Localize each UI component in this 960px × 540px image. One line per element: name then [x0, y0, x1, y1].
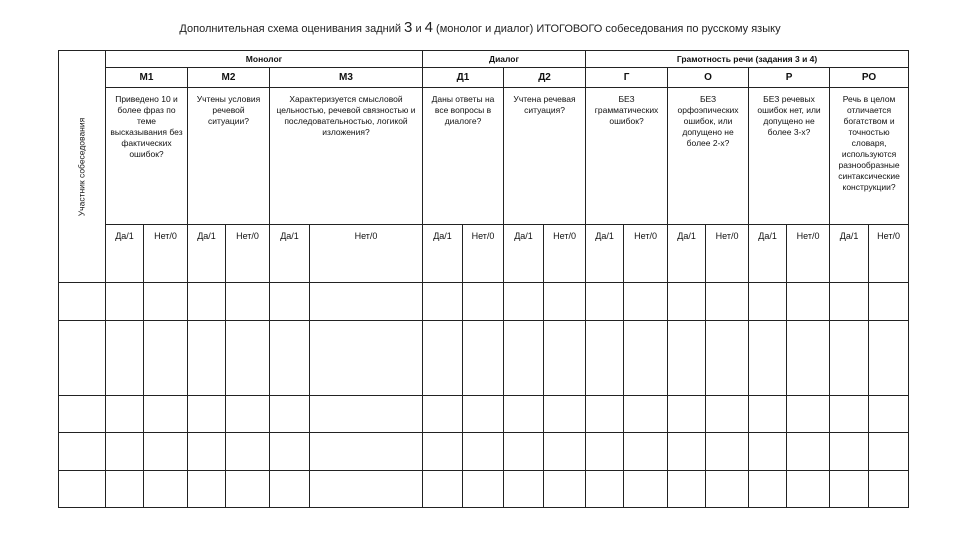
criterion-text-d1: Даны ответы на все вопросы в диалоге? [423, 88, 504, 225]
score-cell[interactable] [188, 471, 226, 508]
score-cell[interactable] [706, 471, 749, 508]
criterion-code-d1: Д1 [423, 68, 504, 88]
score-cell[interactable] [830, 283, 869, 321]
score-cell[interactable] [504, 283, 544, 321]
answer-no-m3: Нет/0 [310, 225, 423, 283]
score-cell[interactable] [869, 433, 909, 471]
score-cell[interactable] [586, 433, 624, 471]
answer-yes-r: Да/1 [749, 225, 787, 283]
criterion-text-m2: Учтены условия речевой ситуации? [188, 88, 270, 225]
score-cell[interactable] [504, 396, 544, 433]
answer-yes-d2: Да/1 [504, 225, 544, 283]
score-cell[interactable] [226, 283, 270, 321]
criterion-code-m1: М1 [106, 68, 188, 88]
participant-cell[interactable] [59, 433, 106, 471]
score-cell[interactable] [586, 471, 624, 508]
score-cell[interactable] [544, 471, 586, 508]
criterion-text-r: БЕЗ речевых ошибок нет, или допущено не более 3-х? [749, 88, 830, 225]
score-cell[interactable] [668, 433, 706, 471]
score-cell[interactable] [624, 396, 668, 433]
answer-no-d1: Нет/0 [463, 225, 504, 283]
score-cell[interactable] [144, 283, 188, 321]
score-cell[interactable] [188, 396, 226, 433]
score-cell[interactable] [270, 433, 310, 471]
score-cell[interactable] [270, 471, 310, 508]
criterion-text-d2: Учтена речевая ситуация? [504, 88, 586, 225]
table-row [59, 283, 909, 321]
answer-no-o: Нет/0 [706, 225, 749, 283]
table-row [59, 321, 909, 396]
score-cell[interactable] [624, 471, 668, 508]
score-cell[interactable] [463, 283, 504, 321]
criterion-code-d2: Д2 [504, 68, 586, 88]
page-title [0, 19, 960, 36]
score-cell[interactable] [463, 433, 504, 471]
score-cell[interactable] [869, 471, 909, 508]
score-cell[interactable] [463, 396, 504, 433]
answer-no-m1: Нет/0 [144, 225, 188, 283]
score-cell[interactable] [830, 471, 869, 508]
table-row [59, 471, 909, 508]
score-cell[interactable] [706, 283, 749, 321]
score-cell[interactable] [749, 321, 787, 396]
participant-label: Участник собеседования [76, 117, 87, 216]
answer-yes-m1: Да/1 [106, 225, 144, 283]
score-cell[interactable] [787, 321, 830, 396]
score-cell[interactable] [463, 471, 504, 508]
score-cell[interactable] [270, 283, 310, 321]
criterion-code-m2: М2 [188, 68, 270, 88]
score-cell[interactable] [270, 396, 310, 433]
criterion-code-m3: М3 [270, 68, 423, 88]
score-cell[interactable] [544, 433, 586, 471]
answer-no-ro: Нет/0 [869, 225, 909, 283]
score-cell[interactable] [830, 321, 869, 396]
criterion-code-ro: РО [830, 68, 909, 88]
score-cell[interactable] [310, 433, 423, 471]
evaluation-table [58, 50, 909, 508]
score-cell[interactable] [423, 321, 463, 396]
score-cell[interactable] [106, 396, 144, 433]
participant-cell[interactable] [59, 321, 106, 396]
answer-no-g: Нет/0 [624, 225, 668, 283]
criterion-text-ro: Речь в целом отличается богатством и точностью словаря, используются разнообразные синтаксические конструкции? [830, 88, 909, 225]
score-cell[interactable] [749, 471, 787, 508]
score-cell[interactable] [624, 321, 668, 396]
answer-yes-m3: Да/1 [270, 225, 310, 283]
answer-no-d2: Нет/0 [544, 225, 586, 283]
score-cell[interactable] [504, 471, 544, 508]
score-cell[interactable] [226, 433, 270, 471]
criterion-code-o: О [668, 68, 749, 88]
answer-yes-o: Да/1 [668, 225, 706, 283]
answer-yes-g: Да/1 [586, 225, 624, 283]
score-cell[interactable] [706, 433, 749, 471]
answer-no-m2: Нет/0 [226, 225, 270, 283]
score-cell[interactable] [106, 283, 144, 321]
score-cell[interactable] [423, 396, 463, 433]
score-cell[interactable] [624, 433, 668, 471]
title-number-3: 3 [404, 19, 413, 36]
score-cell[interactable] [310, 321, 423, 396]
score-cell[interactable] [869, 396, 909, 433]
participant-cell[interactable] [59, 283, 106, 321]
score-cell[interactable] [586, 396, 624, 433]
table-row [59, 396, 909, 433]
score-cell[interactable] [144, 433, 188, 471]
score-cell[interactable] [830, 396, 869, 433]
group-gramotnost: Грамотность речи (задания 3 и 4) [586, 51, 909, 68]
score-cell[interactable] [749, 396, 787, 433]
answer-no-r: Нет/0 [787, 225, 830, 283]
score-cell[interactable] [144, 321, 188, 396]
score-cell[interactable] [106, 471, 144, 508]
score-cell[interactable] [226, 321, 270, 396]
score-cell[interactable] [226, 396, 270, 433]
score-cell[interactable] [310, 471, 423, 508]
score-cell[interactable] [188, 283, 226, 321]
score-cell[interactable] [586, 283, 624, 321]
score-cell[interactable] [504, 433, 544, 471]
criterion-text-m1: Приведено 10 и более фраз по теме высказывания без фактических ошибок? [106, 88, 188, 225]
criterion-text-g: БЕЗ грамматических ошибок? [586, 88, 668, 225]
score-cell[interactable] [226, 471, 270, 508]
score-cell[interactable] [830, 433, 869, 471]
group-monolog: Монолог [106, 51, 423, 68]
score-cell[interactable] [504, 321, 544, 396]
title-text-3: (монолог и диалог) ИТОГОВОГО собеседования по русскому языку [433, 23, 781, 35]
participant-header [59, 51, 106, 283]
score-cell[interactable] [188, 321, 226, 396]
criterion-text-o: БЕЗ орфоэпических ошибок, или допущено не более 2-х? [668, 88, 749, 225]
group-dialog: Диалог [423, 51, 586, 68]
score-cell[interactable] [544, 283, 586, 321]
score-cell[interactable] [270, 321, 310, 396]
answer-yes-d1: Да/1 [423, 225, 463, 283]
score-cell[interactable] [787, 433, 830, 471]
score-cell[interactable] [869, 283, 909, 321]
score-cell[interactable] [624, 283, 668, 321]
answer-yes-ro: Да/1 [830, 225, 869, 283]
participant-cell[interactable] [59, 471, 106, 508]
score-cell[interactable] [544, 396, 586, 433]
title-number-4: 4 [424, 19, 433, 36]
score-cell[interactable] [423, 471, 463, 508]
score-cell[interactable] [188, 433, 226, 471]
score-cell[interactable] [869, 321, 909, 396]
score-cell[interactable] [668, 471, 706, 508]
score-cell[interactable] [706, 396, 749, 433]
score-cell[interactable] [310, 396, 423, 433]
score-cell[interactable] [787, 396, 830, 433]
score-cell[interactable] [106, 433, 144, 471]
score-cell[interactable] [749, 433, 787, 471]
score-cell[interactable] [144, 396, 188, 433]
criterion-code-g: Г [586, 68, 668, 88]
table-row [59, 433, 909, 471]
title-text-1: Дополнительная схема оценивания задний [179, 23, 405, 35]
score-cell[interactable] [668, 396, 706, 433]
score-cell[interactable] [668, 321, 706, 396]
score-cell[interactable] [787, 471, 830, 508]
score-cell[interactable] [787, 283, 830, 321]
score-cell[interactable] [668, 283, 706, 321]
score-cell[interactable] [310, 283, 423, 321]
score-cell[interactable] [463, 321, 504, 396]
criterion-text-m3: Характеризуется смысловой цельностью, речевой связностью и последовательностью, логикой изложения? [270, 88, 423, 225]
score-cell[interactable] [106, 321, 144, 396]
score-cell[interactable] [706, 321, 749, 396]
score-cell[interactable] [423, 283, 463, 321]
answer-yes-m2: Да/1 [188, 225, 226, 283]
score-cell[interactable] [586, 321, 624, 396]
score-cell[interactable] [749, 283, 787, 321]
criterion-code-r: Р [749, 68, 830, 88]
participant-cell[interactable] [59, 396, 106, 433]
score-cell[interactable] [144, 471, 188, 508]
score-cell[interactable] [423, 433, 463, 471]
score-cell[interactable] [544, 321, 586, 396]
title-text-2: и [412, 23, 425, 35]
